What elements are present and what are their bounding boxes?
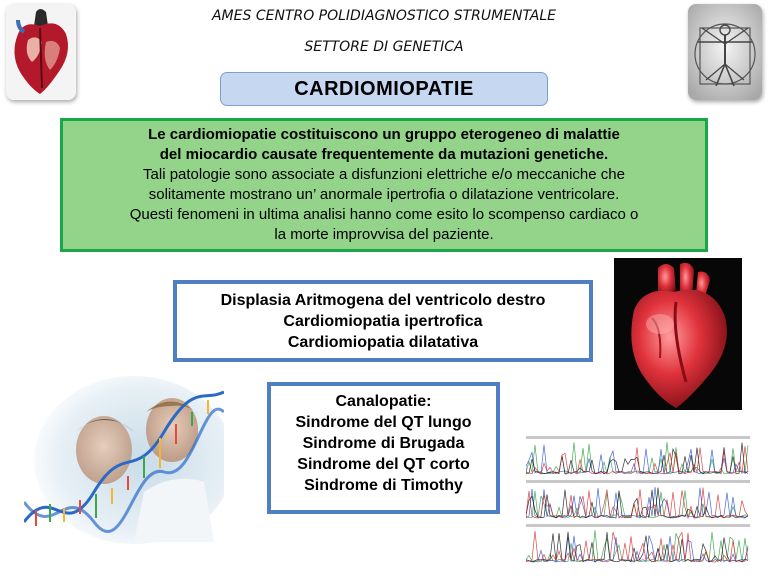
intro-bold-line: Le cardiomiopatie costituiscono un gruppo eterogeneo di malattie xyxy=(148,126,620,143)
list-item: Sindrome di Brugada xyxy=(302,435,465,452)
intro-line: Questi fenomeni in ultima analisi hanno come esito lo scompenso cardiaco o xyxy=(129,206,639,223)
cardiomiopatie-list xyxy=(173,280,593,362)
dna-chromatogram-icon xyxy=(526,432,750,564)
3d-heart-icon xyxy=(614,258,742,410)
intro-line: la morte improvvisa del paziente. xyxy=(274,226,494,243)
page-title: CARDIOMIOPATIE xyxy=(220,72,548,106)
list-item: Cardiomiopatia dilatativa xyxy=(287,334,479,351)
intro-line: Tali patologie sono associate a disfunzioni elettriche e/o meccaniche che xyxy=(143,166,625,183)
intro-line: solitamente mostrano un’ anormale ipertrofia o dilatazione ventricolare. xyxy=(148,186,620,203)
vitruvian-man-icon xyxy=(688,4,762,100)
canalopatie-list xyxy=(267,382,500,514)
list-item: Sindrome del QT lungo xyxy=(295,414,472,431)
header-organization: AMES CENTRO POLIDIAGNOSTICO STRUMENTALE xyxy=(211,8,556,24)
list-item: Displasia Aritmogena del ventricolo destro xyxy=(220,292,546,309)
canalopatie-heading: Canalopatie: xyxy=(335,393,432,410)
list-item: Sindrome del QT corto xyxy=(297,456,470,473)
list-item: Cardiomiopatia ipertrofica xyxy=(283,313,483,330)
list-item: Sindrome di Timothy xyxy=(304,477,463,494)
dna-helix-icon xyxy=(24,372,224,548)
intro-bold-line: del miocardio causate frequentemente da mutazioni genetiche. xyxy=(159,146,609,163)
heart-cross-section-icon xyxy=(6,4,76,100)
intro-description xyxy=(60,118,708,252)
header-department: SETTORE DI GENETICA xyxy=(304,39,464,55)
